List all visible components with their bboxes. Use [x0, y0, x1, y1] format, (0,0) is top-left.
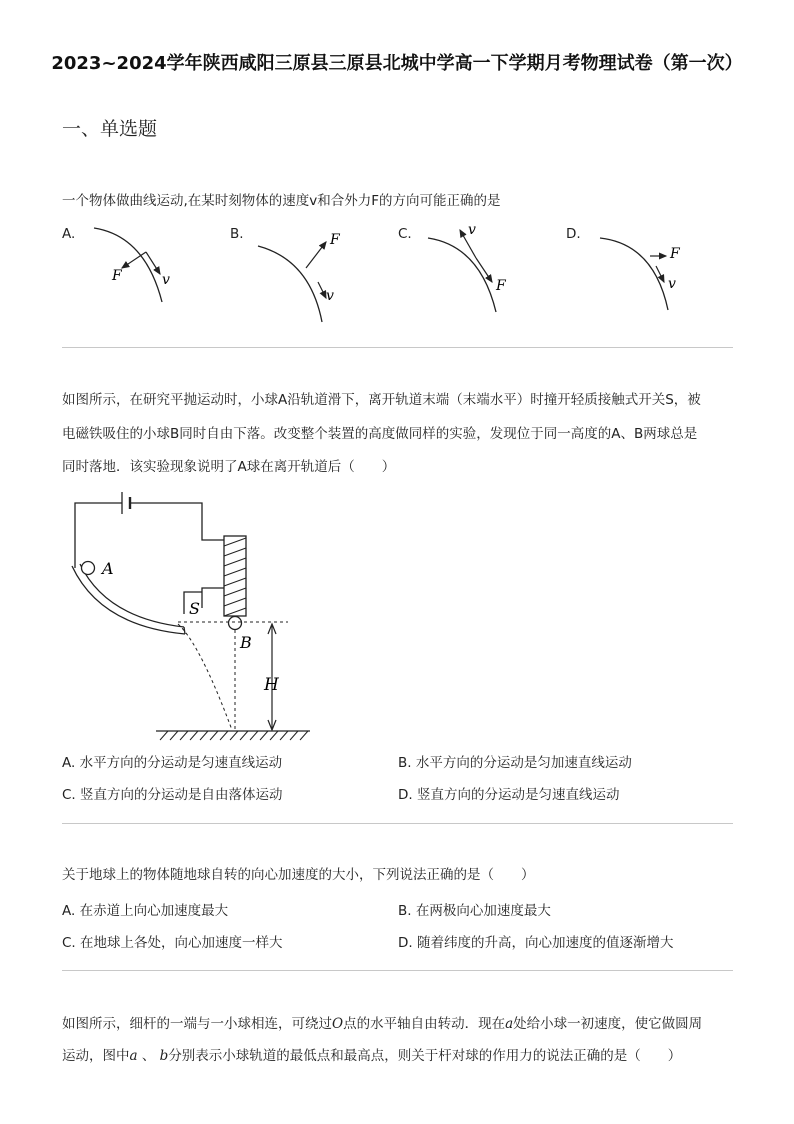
q2-stem-line3: 同时落地．该实验现象说明了A球在离开轨道后（ ） — [62, 459, 396, 475]
switch-s-label: S — [189, 599, 200, 618]
q4-text: 如图所示，细杆的一端与一小球相连，可绕过 — [62, 1016, 332, 1032]
q4-text: 处给小球一初速度，使它做圆周 — [513, 1016, 703, 1032]
q3-option-a: A. 在赤道上向心加速度最大 — [62, 903, 229, 919]
q2-option-c: C. 竖直方向的分运动是自由落体运动 — [62, 787, 283, 803]
q1-option-d-label: D. — [566, 226, 581, 242]
q4-stem-line2 — [62, 1041, 681, 1071]
point-o-symbol: O — [332, 1016, 344, 1032]
q1-options-figure — [60, 218, 700, 328]
q2-apparatus-figure — [60, 484, 320, 746]
q1-c-force-label: F — [496, 278, 506, 294]
q1-option-c-label: C. — [398, 226, 412, 242]
q1-figure-d — [600, 238, 681, 310]
q1-option-a-label: A. — [62, 226, 76, 242]
q1-a-velocity-label: v — [162, 272, 170, 288]
point-a-symbol: a — [505, 1016, 514, 1032]
q1-stem: 一个物体做曲线运动,在某时刻物体的速度v和合外力F的方向可能正确的是 — [62, 193, 501, 209]
ball-b-label: B — [240, 633, 252, 652]
q1-c-velocity-label: v — [468, 222, 476, 238]
q3-stem: 关于地球上的物体随地球自转的向心加速度的大小，下列说法正确的是（ ） — [62, 867, 535, 883]
q1-b-velocity-label: v — [326, 288, 334, 304]
q1-figure-a — [94, 228, 170, 302]
ball-a-label: A — [102, 559, 114, 578]
q2-stem-line2: 电磁铁吸住的小球B同时自由下落。改变整个装置的高度做同样的实验，发现位于同一高度的A、B两球总是 — [62, 426, 698, 442]
q4-stem-line1 — [62, 1009, 702, 1039]
point-b-symbol: b — [159, 1048, 169, 1064]
q3-option-c: C. 在地球上各处，向心加速度一样大 — [62, 935, 283, 951]
height-h-label: H — [264, 675, 279, 695]
page-title: 2023~2024学年陕西咸阳三原县三原县北城中学高一下学期月考物理试卷（第一次） — [51, 53, 743, 74]
q2-option-d: D. 竖直方向的分运动是匀速直线运动 — [398, 787, 620, 803]
q1-a-force-label: F — [112, 268, 122, 284]
q1-figure-b — [258, 232, 341, 322]
q4-text: 点的水平轴自由转动．现在 — [343, 1016, 506, 1032]
q3-option-b: B. 在两极向心加速度最大 — [398, 903, 551, 919]
q2-option-b: B. 水平方向的分运动是匀加速直线运动 — [398, 755, 632, 771]
q1-figure-c — [428, 222, 507, 312]
section-heading: 一、单选题 — [62, 118, 158, 140]
q4-text: 运动，图中 — [62, 1048, 130, 1064]
divider — [62, 347, 733, 348]
q1-b-force-label: F — [330, 232, 340, 248]
q3-option-d: D. 随着纬度的升高，向心加速度的值逐渐增大 — [398, 935, 674, 951]
q4-text: 、 — [137, 1048, 160, 1064]
divider — [62, 823, 733, 824]
q2-option-a: A. 水平方向的分运动是匀速直线运动 — [62, 755, 283, 771]
q4-text: 分别表示小球轨道的最低点和最高点，则关于杆对球的作用力的说法正确的是（ ） — [168, 1048, 682, 1064]
divider — [62, 970, 733, 971]
q2-stem-line1: 如图所示，在研究平抛运动时，小球A沿轨道滑下，离开轨道末端（末端水平）时撞开轻质接触式开关S，被 — [62, 392, 701, 408]
q1-option-b-label: B. — [230, 226, 244, 242]
q1-d-force-label: F — [670, 246, 680, 262]
point-a-symbol: a — [129, 1048, 138, 1064]
q1-d-velocity-label: v — [668, 276, 676, 292]
